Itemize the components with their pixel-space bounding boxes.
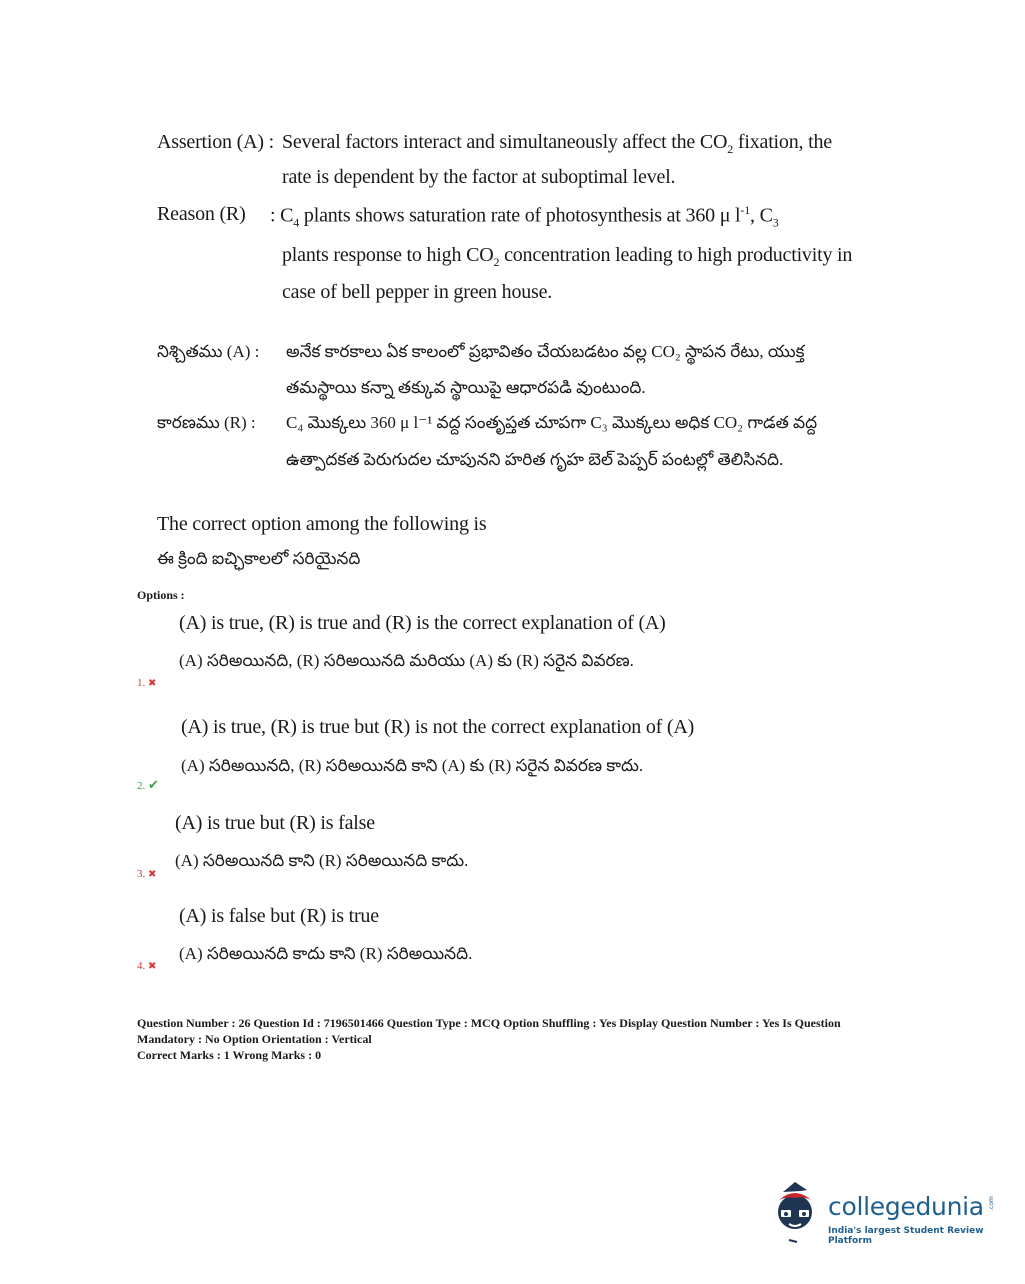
logo-tagline: India's largest Student Review Platform — [828, 1226, 984, 1246]
logo-domain: .com — [987, 1196, 995, 1211]
reason-text-line3: case of bell pepper in green house. — [282, 281, 553, 303]
reason-text-line2: plants response to high $CO_2$ concentration leading to high productivity in — [282, 244, 853, 269]
option-1-number: 1. ✖ — [137, 677, 157, 689]
option-3-number: 3. ✖ — [137, 868, 157, 880]
option-1-telugu[interactable]: (A) సరిఅయినది, (R) సరిఅయినది మరియు (A) కు (R) సరైన వివరణ. — [179, 651, 634, 670]
option-3-telugu[interactable]: (A) సరిఅయినది కాని (R) సరిఅయినది కాదు. — [175, 851, 469, 870]
te-assertion-label: నిశ్చితము (A) : — [157, 342, 260, 361]
mascot-icon — [765, 1178, 825, 1244]
collegedunia-logo — [765, 1178, 995, 1248]
assertion-label: Assertion (A) : — [157, 131, 274, 153]
prompt-telugu: ఈ క్రింది ఐచ్ఛికాలలో సరియైనది — [157, 549, 361, 568]
reason-text-line1: : $C_4$ plants shows saturation rate of photosynthesis at 360 μ $l^{-1}$, $C_3$ — [270, 203, 779, 230]
te-reason-line1: C₄ మొక్కలు 360 μ l⁻¹ వద్ద సంతృప్తత చూపగా C₃ మొక్కలు అధిక CO₂ గాడత వద్ద — [286, 413, 818, 432]
reason-label: Reason (R) — [157, 203, 246, 225]
option-4-telugu[interactable]: (A) సరిఅయినది కాదు కాని (R) సరిఅయినది. — [179, 944, 473, 963]
option-4-number: 4. ✖ — [137, 960, 157, 972]
question-meta — [137, 1015, 897, 1063]
option-2-number: 2. ✔ — [137, 777, 159, 792]
meta-line2: Correct Marks : 1 Wrong Marks : 0 — [137, 1048, 322, 1062]
wrong-icon: ✖ — [148, 961, 157, 972]
te-reason-label: కారణము (R) : — [157, 413, 256, 432]
option-3-english[interactable]: (A) is true but (R) is false — [175, 812, 375, 834]
te-assertion-line1: అనేక కారకాలు ఏక కాలంలో ప్రభావితం చేయబడటం వల్ల CO₂ స్థాపన రేటు, యుక్త — [286, 342, 805, 361]
check-icon: ✔ — [148, 777, 159, 792]
option-1-english[interactable]: (A) is true, (R) is true and (R) is the correct explanation of (A) — [179, 612, 666, 634]
assertion-text-line1: Several factors interact and simultaneously affect the $CO_2$ fixation, the — [282, 131, 832, 156]
assertion-text-line2: rate is dependent by the factor at suboptimal level. — [282, 166, 676, 188]
option-2-telugu[interactable]: (A) సరిఅయినది, (R) సరిఅయినది కాని (A) కు (R) సరైన వివరణ కాదు. — [181, 756, 644, 775]
options-label: Options : — [137, 588, 185, 602]
meta-line1: Question Number : 26 Question Id : 7196501466 Question Type : MCQ Option Shuffling : Yes Display Question Number : Yes Is Question Mandatory : No Option Orientation : Vertical — [137, 1016, 841, 1046]
logo-wordmark: collegedunia — [828, 1192, 984, 1221]
prompt-english: The correct option among the following is — [157, 513, 487, 535]
te-reason-line2: ఉత్పాదకత పెరుగుదల చూపునని హరిత గృహ బెల్ పెప్పర్ పంటల్లో తెలిసినది. — [286, 450, 784, 469]
wrong-icon: ✖ — [148, 678, 157, 689]
wrong-icon: ✖ — [148, 869, 157, 880]
option-4-english[interactable]: (A) is false but (R) is true — [179, 905, 379, 927]
te-assertion-line2: తమస్థాయి కన్నా తక్కువ స్థాయిపై ఆధారపడి వుంటుంది. — [286, 378, 646, 397]
option-2-english[interactable]: (A) is true, (R) is true but (R) is not the correct explanation of (A) — [181, 716, 695, 738]
